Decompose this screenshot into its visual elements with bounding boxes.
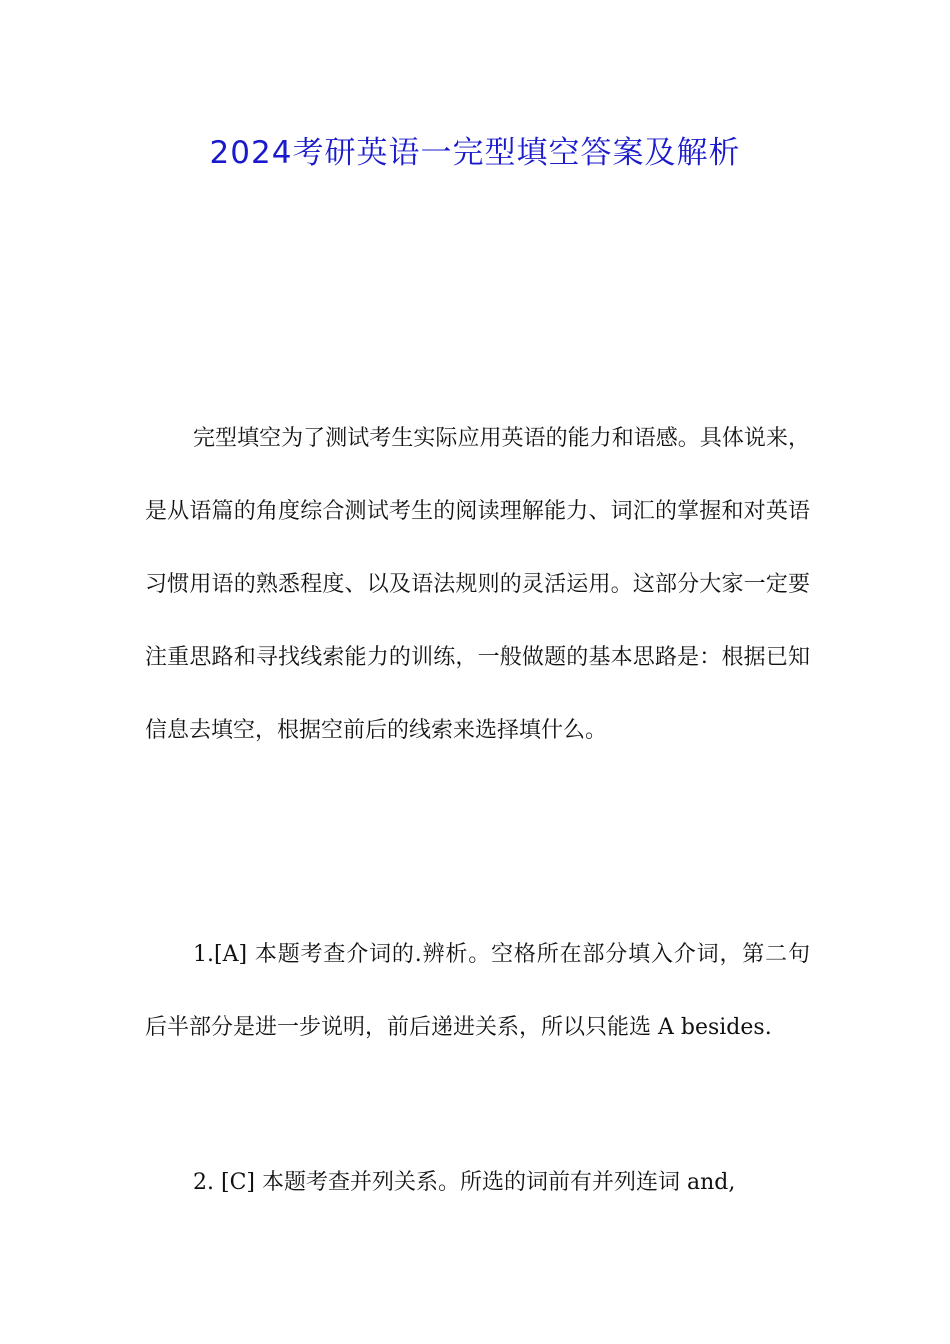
intro-paragraph: 完型填空为了测试考生实际应用英语的能力和语感。具体说来，是从语篇的角度综合测试考生的阅读理解能力、词汇的掌握和对英语习惯用语的熟悉程度、以及语法规则的灵活运用。这部分大家一定要注重思路和寻找线索能力的训练，一般做题的基本思路是：根据已知信息去填空，根据空前后的线索来选择填什么。 [145,426,810,743]
answer-1-paragraph: 1.[A] 本题考查介词的.辨析。空格所在部分填入介词，第二句后半部分是进一步说明，前后递进关系，所以只能选 A besides. [145,942,810,1040]
document-title: 2024考研英语一完型填空答案及解析 [209,135,741,171]
answer-2-paragraph: 2. [C] 本题考查并列关系。所选的词前有并列连词 and, [193,1170,736,1195]
